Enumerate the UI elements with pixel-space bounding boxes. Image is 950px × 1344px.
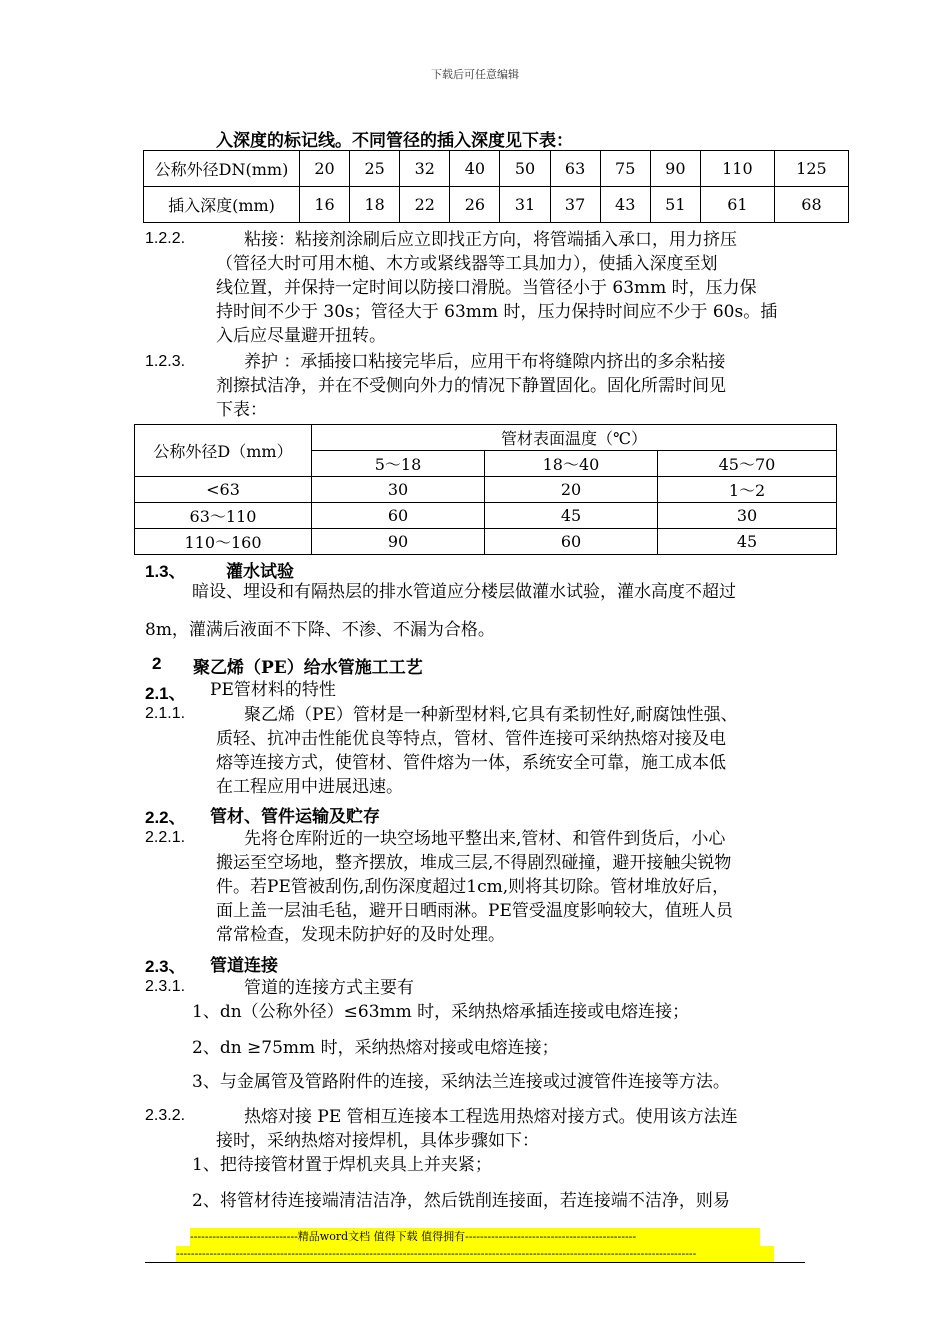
table2-temp-header: 5～18 <box>312 451 485 477</box>
table1-cell: 22 <box>400 187 450 223</box>
table1-cell: 68 <box>774 187 848 223</box>
list-item: 1、dn（公称外径）≤63mm 时，采纳热熔承插连接或电熔连接； <box>192 1002 690 1022</box>
table1-cell: 110 <box>700 151 774 187</box>
footer-dashes: -------------------------------------------------------------------------------------------------------------------------------------------- <box>176 1246 774 1262</box>
insertion-depth-table <box>143 150 849 223</box>
table2-cell: 60 <box>312 503 485 529</box>
table1-cell: 32 <box>400 151 450 187</box>
section-number: 2.2、 <box>145 808 186 827</box>
table2-cell: 90 <box>312 529 485 555</box>
table2-cell: 45 <box>658 529 837 555</box>
section-number: 2.3.2. <box>145 1107 186 1124</box>
paragraph-line: 常常检查，发现未防护好的及时处理。 <box>216 925 505 945</box>
list-item: 3、与金属管及管路附件的连接，采纳法兰连接或过渡管件连接等方法。 <box>192 1072 730 1092</box>
table1-cell: 43 <box>600 187 650 223</box>
table1-cell: 37 <box>550 187 600 223</box>
paragraph-line: 线位置，并保持一定时间以防接口滑脱。当管径小于 63mm 时，压力保 <box>216 278 757 298</box>
paragraph-line: 搬运至空场地，整齐摆放，堆成三层,不得剧烈碰撞，避开接触尖锐物 <box>216 853 732 873</box>
table2-diameter: <63 <box>135 477 312 503</box>
table1-cell: 125 <box>774 151 848 187</box>
list-item: 2、将管材待连接端清洁洁净，然后铣削连接面，若连接端不洁净，则易 <box>192 1191 730 1211</box>
table1-row1-label: 公称外径DN(mm) <box>144 151 300 187</box>
table1-cell: 18 <box>350 187 400 223</box>
table1-cell: 26 <box>450 187 500 223</box>
paragraph-line: 下表： <box>216 400 267 420</box>
paragraph-line: 暗设、埋设和有隔热层的排水管道应分楼层做灌水试验，灌水高度不超过 <box>192 582 736 602</box>
paragraph-line: 在工程应用中进展迅速。 <box>216 777 403 797</box>
section-number: 2.3.1. <box>145 978 186 995</box>
section-number: 2.1.1. <box>145 705 186 722</box>
paragraph-line: 先将仓库附近的一块空场地平整出来,管材、和管件到货后，小心 <box>244 829 726 849</box>
table2-cell: 45 <box>485 503 658 529</box>
table2-cell: 30 <box>658 503 837 529</box>
section-number: 1.2.2. <box>145 230 186 247</box>
table1-cell: 40 <box>450 151 500 187</box>
table2-cell: 60 <box>485 529 658 555</box>
section-title: 管材、管件运输及贮存 <box>210 807 380 827</box>
table1-cell: 90 <box>650 151 700 187</box>
chapter-number: 2 <box>152 654 162 673</box>
list-item: 2、dn ≥75mm 时，采纳热熔对接或电熔连接； <box>192 1038 559 1058</box>
curing-time-table <box>134 424 837 555</box>
table1-cell: 63 <box>550 151 600 187</box>
table1-cell: 75 <box>600 151 650 187</box>
paragraph-line: 8m，灌满后液面不下降、不渗、不漏为合格。 <box>145 620 495 640</box>
paragraph-line: 入后应尽量避开扭转。 <box>216 326 386 346</box>
table2-cell: 20 <box>485 477 658 503</box>
paragraph-line: 件。若PE管被刮伤,刮伤深度超过1cm,则将其切除。管材堆放好后， <box>216 877 730 897</box>
table1-cell: 25 <box>350 151 400 187</box>
table1-cell: 50 <box>500 151 550 187</box>
table2-corner: 公称外径D（mm） <box>135 425 312 477</box>
chapter-title: 聚乙烯（PE）给水管施工工艺 <box>193 658 423 678</box>
table1-row2-label: 插入深度(mm) <box>144 187 300 223</box>
section-number: 1.3、 <box>145 562 186 581</box>
paragraph-line: 粘接：粘接剂涂刷后应立即找正方向，将管端插入承口，用力挤压 <box>244 230 737 250</box>
section-number: 2.3、 <box>145 957 186 976</box>
table2-cell: 30 <box>312 477 485 503</box>
table1-cell: 20 <box>300 151 350 187</box>
paragraph-line: 面上盖一层油毛毡，避开日晒雨淋。PE管受温度影响较大，值班人员 <box>216 901 733 921</box>
page-header: 下载后可任意编辑 <box>431 68 519 81</box>
paragraph-line: 质轻、抗冲击性能优良等特点，管材、管件连接可采纳热熔对接及电 <box>216 729 726 749</box>
table2-temp-header: 45～70 <box>658 451 837 477</box>
table1-cell: 16 <box>300 187 350 223</box>
table2-diameter: 110～160 <box>135 529 312 555</box>
paragraph-line: 聚乙烯（PE）管材是一种新型材料,它具有柔韧性好,耐腐蚀性强、 <box>244 705 738 725</box>
section-number: 2.1、 <box>145 684 186 703</box>
section-number: 1.2.3. <box>145 353 186 370</box>
table1-cell: 61 <box>700 187 774 223</box>
paragraph-line: （管径大时可用木槌、木方或紧线器等工具加力），使插入深度至划 <box>216 254 718 274</box>
paragraph-line: 管道的连接方式主要有 <box>244 978 414 998</box>
list-item: 1、把待接管材置于焊机夹具上并夹紧； <box>192 1155 492 1175</box>
paragraph-line: 熔等连接方式，使管材、管件熔为一体，系统安全可靠，施工成本低 <box>216 753 726 773</box>
paragraph-line: 养护 ：承插接口粘接完毕后，应用干布将缝隙内挤出的多余粘接 <box>244 352 726 372</box>
footer-rule <box>145 1262 805 1263</box>
section-title: 管道连接 <box>210 956 278 976</box>
table2-cell: 1～2 <box>658 477 837 503</box>
paragraph-line: 接时，采纳热熔对接焊机，具体步骤如下： <box>216 1131 539 1151</box>
intro-text: 入深度的标记线。不同管径的插入深度见下表： <box>216 131 573 151</box>
paragraph-line: 持时间不少于 30s；管径大于 63mm 时，压力保持时间应不少于 60s。插 <box>216 302 778 322</box>
section-number: 2.2.1. <box>145 829 186 846</box>
section-title: PE管材料的特性 <box>210 680 336 700</box>
paragraph-line: 剂擦拭洁净，并在不受侧向外力的情况下静置固化。固化所需时间见 <box>216 376 726 396</box>
table1-cell: 31 <box>500 187 550 223</box>
paragraph-line: 热熔对接 PE 管相互连接本工程选用热熔对接方式。使用该方法连 <box>244 1107 738 1127</box>
section-title: 灌水试验 <box>226 562 294 581</box>
table1-cell: 51 <box>650 187 700 223</box>
table2-group-header: 管材表面温度（℃） <box>312 425 837 451</box>
table2-temp-header: 18～40 <box>485 451 658 477</box>
footer-banner: -----------------------------精品word文档 值得下载 值得拥有---------------------------------------------- <box>190 1228 760 1246</box>
table2-diameter: 63～110 <box>135 503 312 529</box>
